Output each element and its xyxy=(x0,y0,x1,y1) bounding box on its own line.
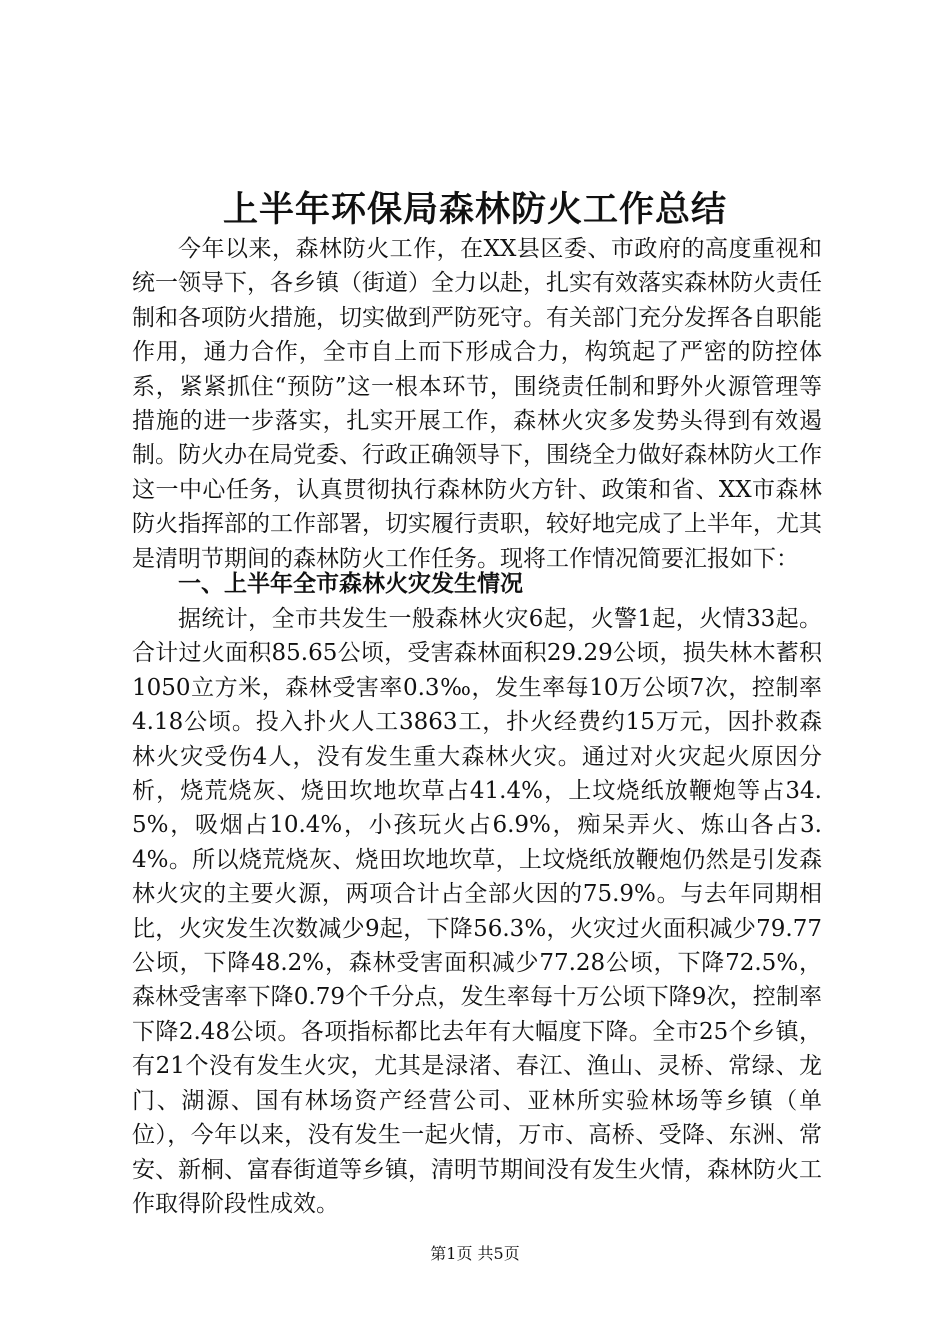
section-heading: 一、上半年全市森林火灾发生情况 xyxy=(178,571,523,597)
document-title: 上半年环保局森林防火工作总结 xyxy=(222,189,727,230)
statistics-paragraph: 据统计，全市共发生一般森林火灾6起，火警1起，火情33起。合计过火面积85.65公顷，受害森林面积29.29公顷，损失林木蓄积1050立方米，森林受害率0.3‰，发生率每10万公顷7次，控制率4.18公顷。投入扑火人工3863工，扑火经费约15万元，因扑救森林火灾受伤4人，没有发生重大森林火灾。通过对火灾起火原因分析，烧荒烧灰、烧田坎地坎草占41.4%，上坟烧纸放鞭炮等占34.5%，吸烟占10.4%，小孩玩火占6.9%，痴呆弄火、炼山各占3.4%。所以烧荒烧灰、烧田坎地坎草，上坟烧纸放鞭炮仍然是引发森林火灾的主要火源，两项合计占全部火因的75.9%。与去年同期相比，火灾发生次数减少9起，下降56.3%，火灾过火面积减少79.77公顷，下降48.2%，森林受害面积减少77.28公顷，下降72.5%，森林受害率下降0.79个千分点，发生率每十万公顷下降9次，控制率下降2.48公顷。各项指标都比去年有大幅度下降。全市25个乡镇，有21个没有发生火灾，尤其是渌渚、春江、渔山、灵桥、常绿、龙门、湖源、国有林场资产经营公司、亚林所实验林场等乡镇（单位），今年以来，没有发生一起火情，万市、高桥、受降、东洲、常安、新桐、富春街道等乡镇，清明节期间没有发生火情，森林防火工作取得阶段性成效。 xyxy=(132,606,822,1217)
intro-paragraph: 今年以来，森林防火工作，在XX县区委、市政府的高度重视和统一领导下，各乡镇（街道）全力以赴，扎实有效落实森林防火责任制和各项防火措施，切实做到严防死守。有关部门充分发挥各自职能作用，通力合作，全市自上而下形成合力，构筑起了严密的防控体系，紧紧抓住“预防”这一根本环节，围绕责任制和野外火源管理等措施的进一步落实，扎实开展工作，森林火灾多发势头得到有效遏制。防火办在局党委、行政正确领导下，围绕全力做好森林防火工作这一中心任务，认真贯彻执行森林防火方针、政策和省、XX市森林防火指挥部的工作部署，切实履行责职，较好地完成了上半年，尤其是清明节期间的森林防火工作任务。现将工作情况简要汇报如下： xyxy=(132,236,822,572)
page-number-footer: 第1页 共5页 xyxy=(430,1244,520,1263)
